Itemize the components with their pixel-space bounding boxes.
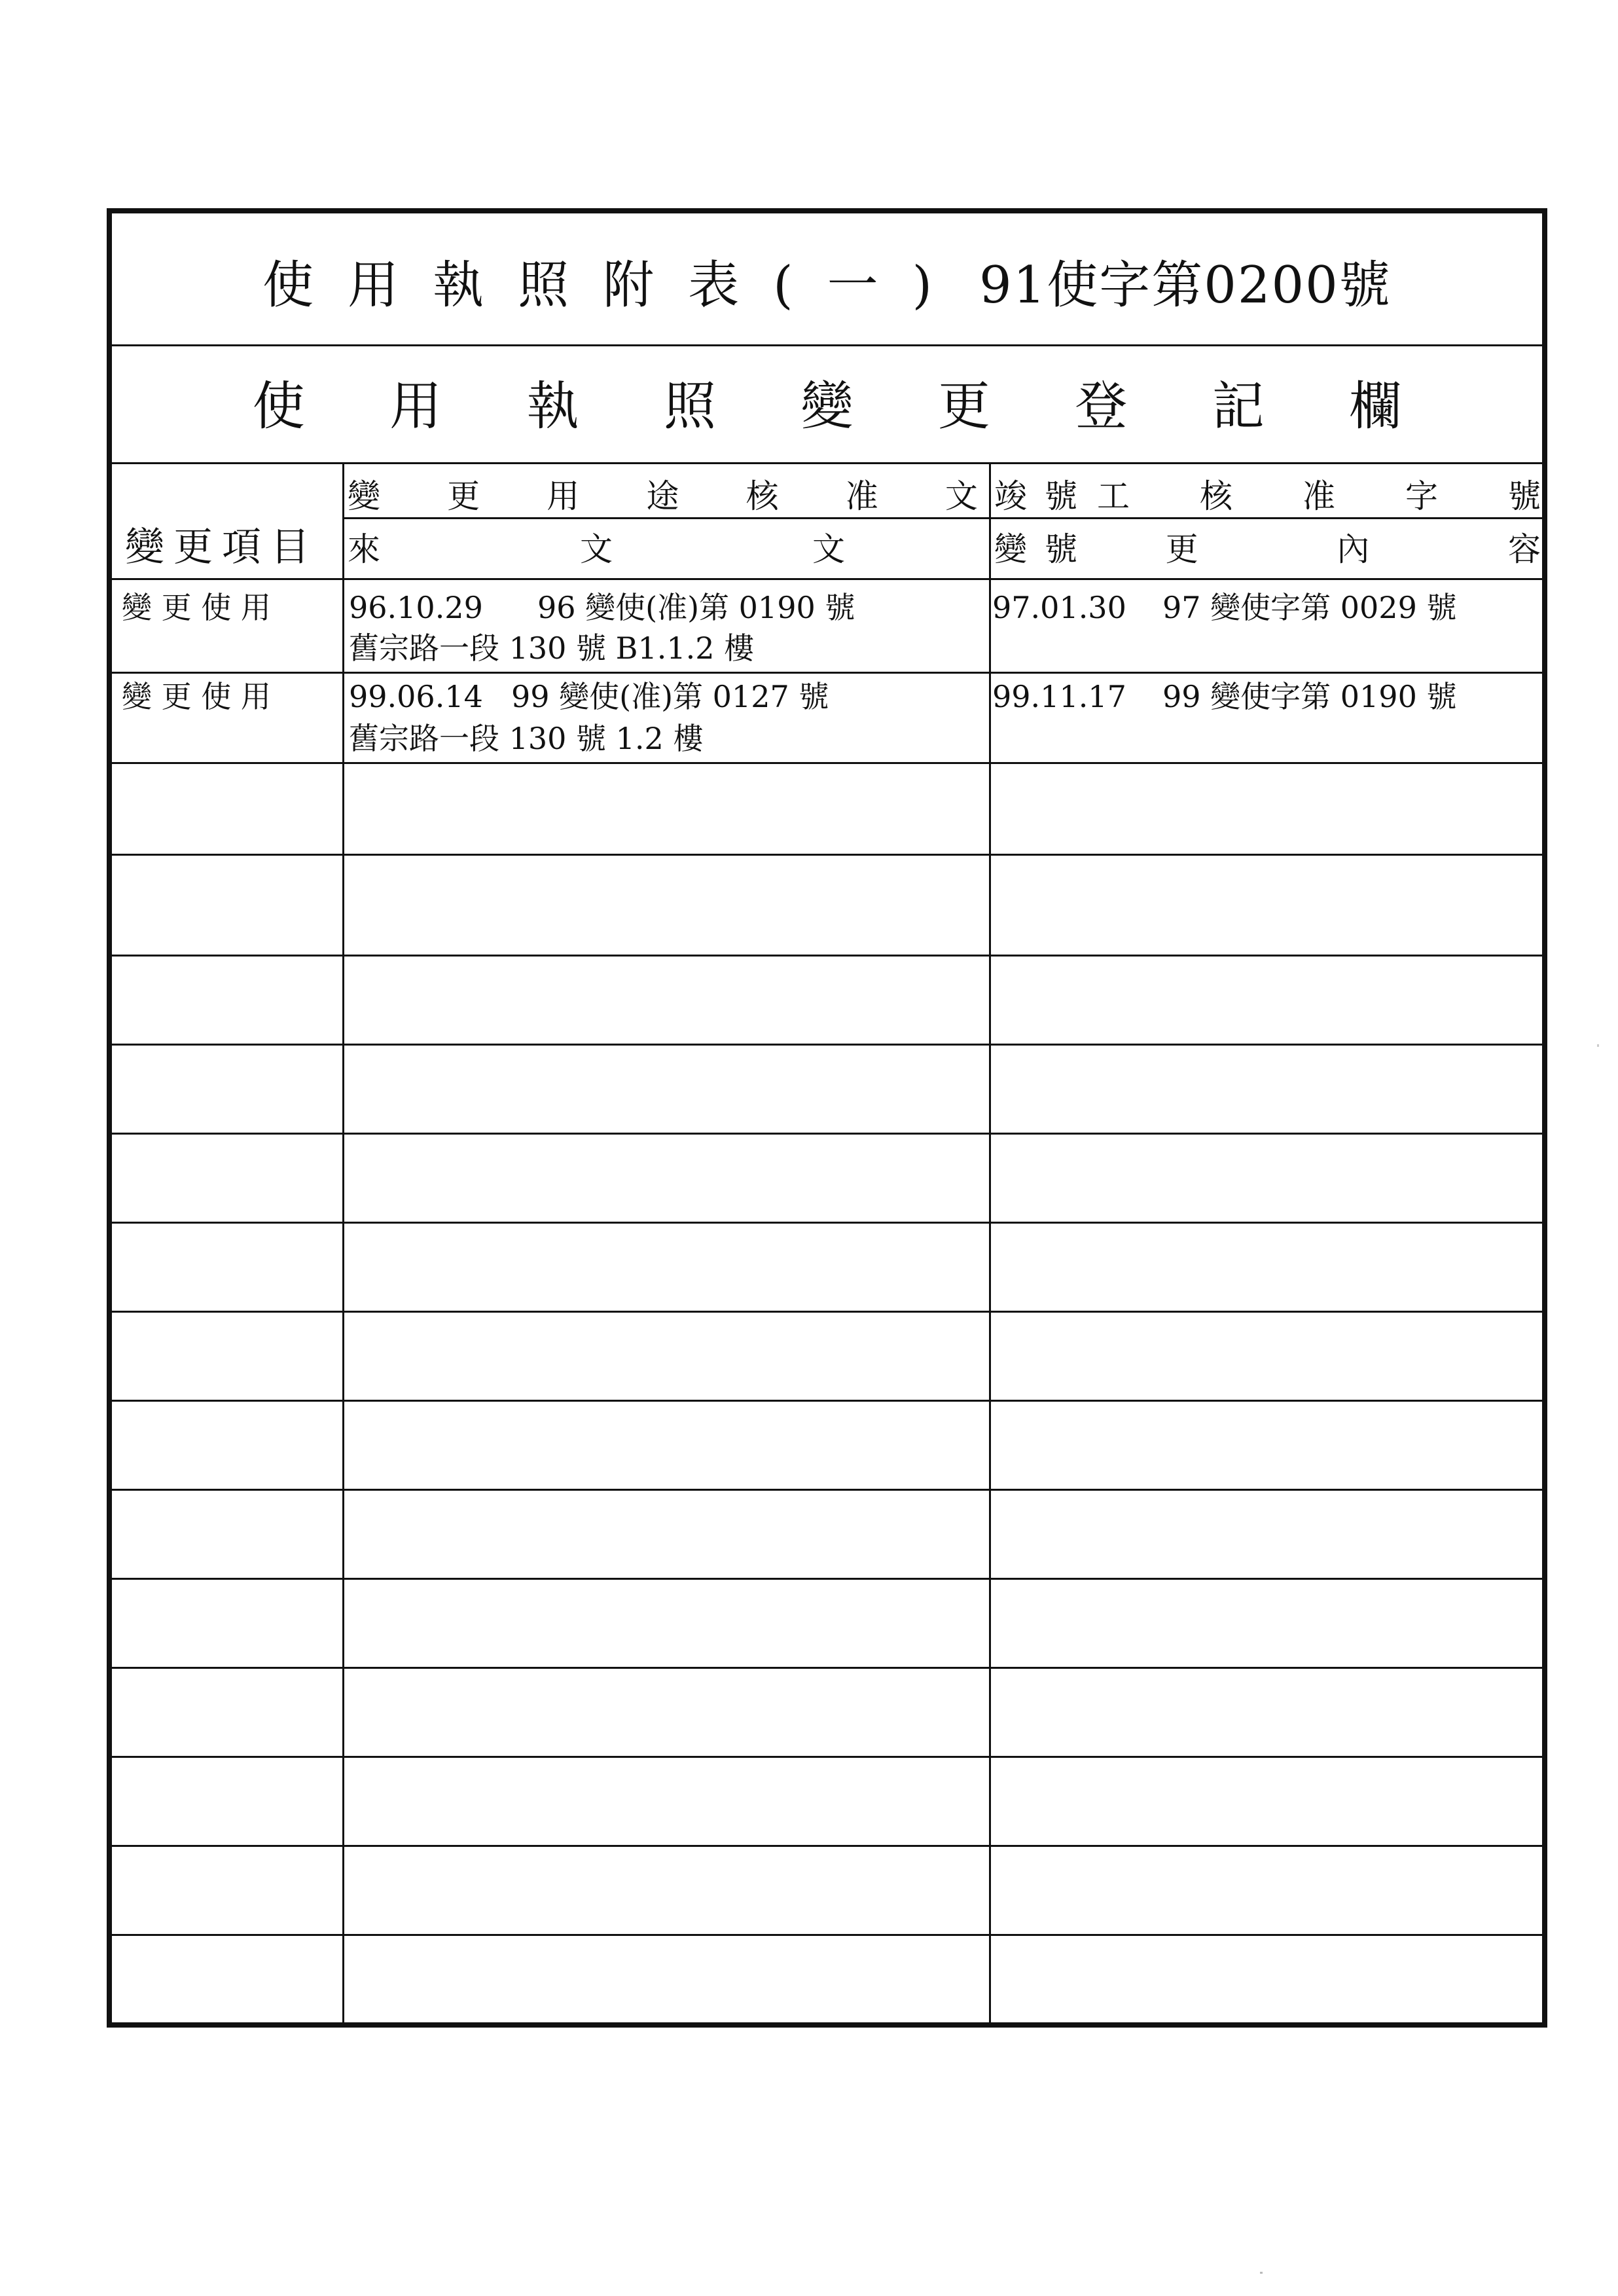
header-bottom-line: [112, 578, 1542, 580]
header-char: 途: [646, 477, 679, 515]
scan-speck: [1597, 1044, 1599, 1047]
completion-header: [994, 473, 1541, 519]
section-char: 欄: [1349, 376, 1402, 437]
header-char: 用: [547, 477, 580, 515]
section-char: 登: [1075, 376, 1128, 437]
header-char: 文: [580, 530, 613, 568]
row-2-item: 變 更 使 用: [122, 679, 271, 714]
header-char: 文: [812, 530, 845, 568]
row-1-completion-date: 97.01.30: [992, 590, 1126, 625]
header-char: 竣: [994, 477, 1027, 515]
section-char: 使: [252, 376, 305, 437]
row-1-address: 舊宗路一段 130 號 B1.1.2 樓: [349, 630, 755, 666]
header-char: 容: [1507, 530, 1541, 568]
row-2-date: 99.06.14: [349, 679, 483, 714]
header-subdivider: [342, 517, 1542, 519]
row-2-completion-no: 99 變使字第 0190 號: [1162, 679, 1457, 714]
table-row-line: [112, 1489, 1542, 1491]
scan-speck: [1260, 2272, 1263, 2274]
header-char: 工: [1097, 477, 1130, 515]
header-char: 號: [1044, 477, 1077, 515]
title-text: 使用執照附表(一): [262, 256, 967, 315]
row-1-approval-no: 96 變使(准)第 0190 號: [537, 590, 855, 625]
header-char: 號: [1508, 477, 1541, 515]
license-number: 91使字第0200號: [979, 256, 1392, 315]
change-content-header: [994, 526, 1541, 572]
table-row-line: [112, 1222, 1542, 1224]
table-row-line: [112, 1044, 1542, 1046]
table-row-line: [112, 1400, 1542, 1402]
incoming-header: [348, 526, 1077, 572]
document-title: [112, 246, 1542, 325]
table-row-line: [112, 1934, 1542, 1936]
header-char: 核: [1200, 477, 1232, 515]
row-1-date: 96.10.29: [349, 590, 483, 625]
table-row-line: [112, 1311, 1542, 1313]
table-row-line: [112, 1667, 1542, 1669]
table-row-line: [112, 1845, 1542, 1847]
section-heading: [112, 354, 1542, 459]
section-char: 執: [526, 376, 579, 437]
row-2-approval-no: 99 變使(准)第 0127 號: [511, 679, 829, 714]
column-divider-middle: [989, 462, 991, 2028]
header-char: 變: [348, 477, 380, 515]
column-divider-left: [342, 462, 344, 2028]
header-char: 准: [845, 477, 878, 515]
header-char: 號: [1045, 530, 1077, 568]
row-1-completion-no: 97 變使字第 0029 號: [1162, 590, 1457, 625]
header-char: 核: [746, 477, 779, 515]
header-char: 變: [994, 530, 1027, 568]
change-item-header: 變更項目: [125, 524, 319, 570]
table-row-line: [112, 1756, 1542, 1758]
table-row-line: [112, 1578, 1542, 1580]
header-char: 更: [1165, 530, 1198, 568]
document-frame: [107, 208, 1547, 2028]
row-2-address: 舊宗路一段 130 號 1.2 樓: [349, 721, 704, 756]
section-char: 記: [1212, 376, 1265, 437]
header-char: 來: [348, 530, 380, 568]
title-divider: [112, 344, 1542, 346]
table-row-line: [112, 955, 1542, 957]
header-char: 准: [1303, 477, 1335, 515]
section-char: 用: [389, 376, 442, 437]
row-2-completion-date: 99.11.17: [992, 679, 1126, 714]
table-row-line: [112, 672, 1542, 674]
header-char: 字: [1405, 477, 1438, 515]
section-divider: [112, 462, 1542, 464]
row-1-item: 變 更 使 用: [122, 590, 271, 625]
header-char: 更: [447, 477, 480, 515]
header-char: 文: [944, 477, 978, 515]
table-row-line: [112, 1133, 1542, 1135]
header-char: 內: [1337, 530, 1370, 568]
table-row-line: [112, 762, 1542, 764]
section-char: 更: [937, 376, 990, 437]
section-char: 照: [664, 376, 717, 437]
table-row-line: [112, 854, 1542, 856]
section-char: 變: [800, 376, 854, 437]
use-approval-header: [348, 473, 1077, 519]
